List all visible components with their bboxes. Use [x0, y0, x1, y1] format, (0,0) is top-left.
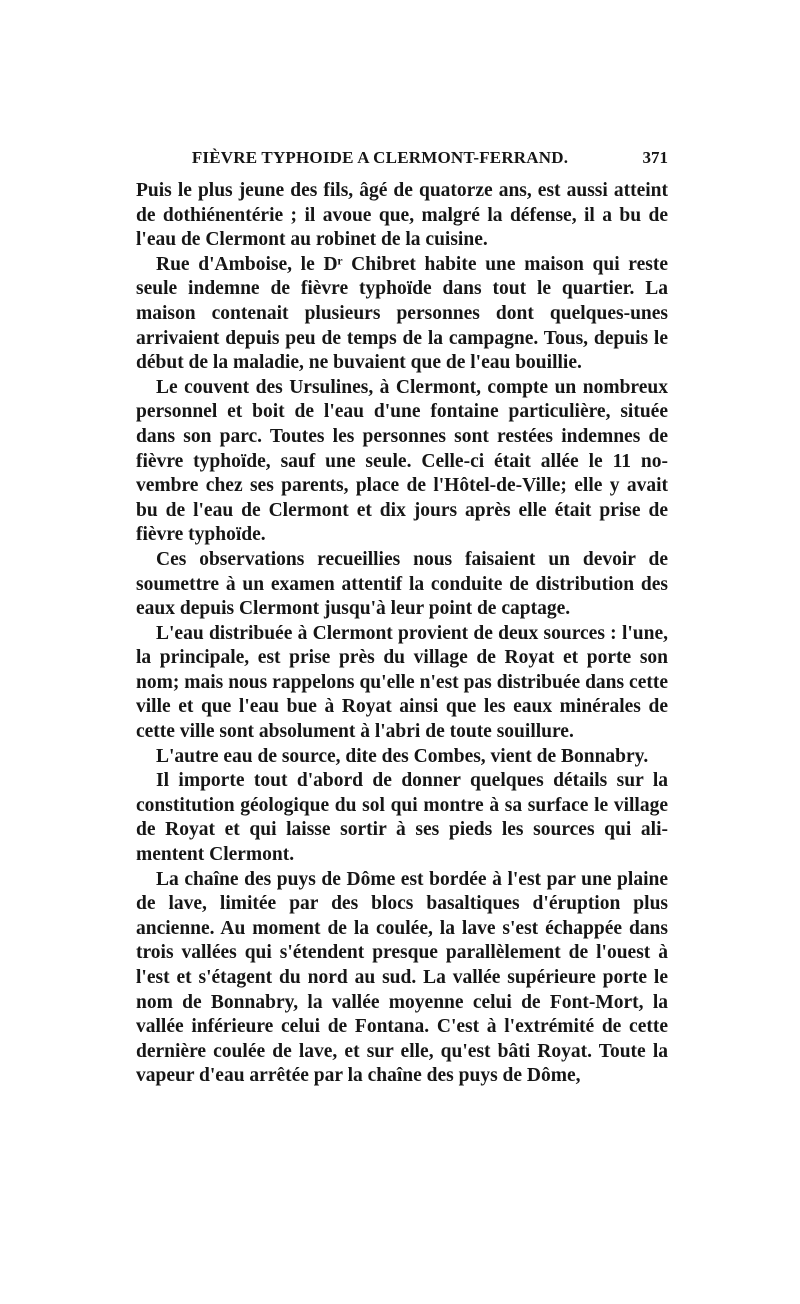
- paragraph: Rue d'Amboise, le Dʳ Chibret habite une maison qui reste seule indemne de fièvre typhoïde dans tout le quartier. La maison contenait plusieurs personnes dont quelques-unes arrivaient depuis peu de temps de la campagne. Tous, depuis le début de la maladie, ne buvaient que de l'eau bouillie.: [136, 253, 668, 374]
- paragraph: Puis le plus jeune des fils, âgé de quatorze ans, est aussi atteint de dothiénentérie ; il avoue que, malgré la défense, il a bu de l'eau de Clermont au robinet de la cuisine.: [136, 180, 668, 251]
- paragraph: Ces observations recueillies nous faisaient un devoir de soumettre à un examen attentif la conduite de distribution des eaux depuis Clermont jusqu'à leur point de captage.: [136, 548, 668, 620]
- paragraph: Il importe tout d'abord de donner quelques détails sur la constitution géologique du sol qui montre à sa surface le village de Royat et qui laisse sortir à ses pieds les sources qui alimentent Clermont.: [136, 770, 668, 866]
- running-title: FIÈVRE TYPHOIDE A CLERMONT-FERRAND.: [191, 148, 569, 167]
- paragraph: Le couvent des Ursulines, à Clermont, compte un nombreux personnel et boit de l'eau d'une fontaine particulière, située dans son parc. Toutes les personnes sont restées indemnes de fièvre typhoïde, sauf une seule. Celle-ci était allée le 11 novembre chez ses parents, place de l'Hôtel-de-Ville; elle y avait bu de l'eau de Clermont et dix jours après elle était prise de fièvre typhoïde.: [136, 376, 668, 546]
- paragraph: La chaîne des puys de Dôme est bordée à l'est par une plaine de lave, limitée par des blocs basaltiques d'éruption plus ancienne. Au moment de la coulée, la lave s'est échappée dans trois vallées qui s'étendent presque parallèlement de l'ouest à l'est et s'étagent du nord au sud. La vallée supérieure porte le nom de Bonnabry, la vallée moyenne celui de Font-Mort, la vallée inférieure celui de Fontana. C'est à l'extrémité de cette dernière coulée de lave, et sur elle, qu'est bâti Royat. Toute la vapeur d'eau arrêtée par la chaîne des puys de Dôme,: [136, 868, 668, 1087]
- body-text: [136, 179, 668, 1089]
- page-number: 371: [642, 148, 668, 167]
- running-head: [136, 148, 668, 174]
- paragraph: L'autre eau de source, dite des Combes, vient de Bonnabry.: [156, 745, 649, 767]
- paragraph: L'eau distribuée à Clermont provient de deux sources : l'une, la principale, est prise près du village de Royat et porte son nom; mais nous rappelons qu'elle n'est pas distribuée dans cette ville et que l'eau bue à Royat ainsi que les eaux minérales de cette ville sont absolument à l'abri de toute souillure.: [136, 622, 668, 743]
